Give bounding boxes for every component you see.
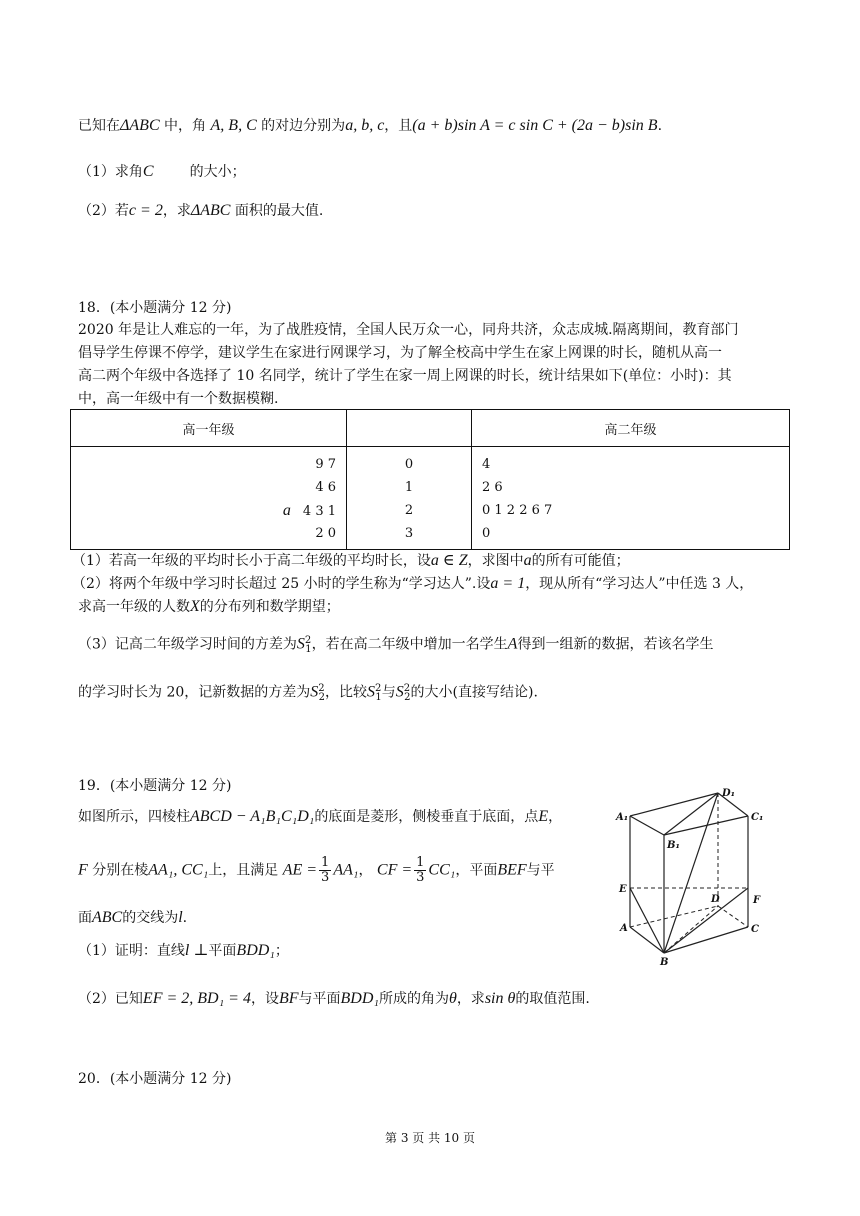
edge-a1-d1 <box>630 793 718 816</box>
q18-part2: （2）将两个年级中学习时长超过 25 小时的学生称为“学习达人”.设a = 1，现从所有“学习达人”中任选 3 人， <box>72 575 754 592</box>
left-leaf-row: 9 7 <box>315 457 336 472</box>
q19-part2: （2）已知EF = 2, BD₁ = 4，设BF与平面BDD₁所成的角为θ，求sin θ的取值范围. <box>78 990 590 1007</box>
fraction-one-third: $\frac{1}{3}$ <box>321 855 330 885</box>
q19-part1: （1）证明：直线l ⊥平面BDD₁； <box>78 942 289 959</box>
left-leaf-row: a 4 3 1 <box>282 502 336 519</box>
stem-value: 1 <box>404 480 414 495</box>
label-d1: D₁ <box>722 788 736 799</box>
q18-heading: 18．(本小题满分 12 分) <box>78 300 232 316</box>
q17-part1: （1）求角C 的大小； <box>78 163 246 180</box>
q17-part2: （2）若c = 2，求ΔABC 面积的最大值. <box>78 202 324 219</box>
page-footer: 第 3 页 共 10 页 <box>385 1131 475 1145</box>
label-c: C <box>751 924 759 935</box>
edge-b-c <box>664 927 748 953</box>
label-f: F <box>753 895 761 906</box>
q18-para-line: 倡导学生停课不停学，建议学生在家进行网课学习，为了解全校高中学生在家上网课的时长，随机从高一 <box>78 345 722 361</box>
q17-intro: 已知在ΔABC 中，角 A, B, C 的对边分别为a, b, c，且(a + b)sin A = c sin C + (2a − b)sin B. <box>78 117 663 134</box>
label-c1: C₁ <box>751 812 764 823</box>
q18-part3: （3）记高二年级学习时间的方差为$S^2_1$，若在高二年级中增加一名学生A得到一组新的数据，若该名学生 <box>78 635 714 656</box>
label-a1: A₁ <box>616 812 629 823</box>
table-header-middle <box>347 410 472 447</box>
prism-figure <box>612 782 772 968</box>
left-leaf-row: 4 6 <box>315 480 336 495</box>
q18-part3-line2: 的学习时长为 20，记新数据的方差为$S^2_2$，比较$S^2_1$与$S^2_2$的大小(直接写结论). <box>78 683 538 704</box>
q20-heading: 20．(本小题满分 12 分) <box>78 1071 232 1087</box>
edge-a1-b1 <box>630 816 664 835</box>
label-d: D <box>711 894 720 905</box>
table-header-left: 高一年级 <box>71 410 347 447</box>
right-leaf-row: 2 6 <box>482 480 503 495</box>
q19-line3: 面ABC的交线为l. <box>78 909 188 926</box>
q19-line2: F 分别在棱AA₁, CC₁上，且满足 AE = $\frac{1}{3}$ AA₁， CF = $\frac{1}{3}$ CC₁，平面BEF与平 <box>78 855 555 885</box>
q18-para-line: 2020 年是让人难忘的一年，为了战胜疫情，全国人民万众一心，同舟共济，众志成城.隔离期间，教育部门 <box>78 322 739 338</box>
label-b: B <box>660 957 669 968</box>
q19-heading: 19．(本小题满分 12 分) <box>78 778 232 794</box>
fraction-one-third: $\frac{1}{3}$ <box>416 855 425 885</box>
right-leaf-row: 0 1 2 2 6 7 <box>482 503 553 518</box>
label-b1: B₁ <box>667 840 680 851</box>
table-header-right: 高二年级 <box>472 410 790 447</box>
q18-para-line: 中，高一年级中有一个数据模糊. <box>78 391 279 407</box>
stem-value: 2 <box>404 503 414 518</box>
q18-para-line: 高二两个年级中各选择了 10 名同学，统计了学生在家一周上网课的时长，统计结果如下(单位：小时)：其 <box>78 368 732 384</box>
q19-line1: 如图所示，四棱柱ABCD − A₁B₁C₁D₁的底面是菱形，侧棱垂直于底面，点E， <box>78 808 563 825</box>
right-leaf-row: 4 <box>482 457 491 472</box>
stem-leaf-table <box>70 409 790 550</box>
label-e: E <box>619 884 627 895</box>
stem-column <box>347 447 472 550</box>
label-a: A <box>620 923 628 934</box>
hidden-edge-d-c <box>718 906 748 927</box>
edge-a-b <box>630 927 664 953</box>
blurred-variable-a: a <box>282 502 291 519</box>
stem-value: 0 <box>404 457 414 472</box>
q18-part1: （1）若高一年级的平均时长小于高二年级的平均时长，设a ∈ Z，求图中a的所有可能值； <box>72 552 630 569</box>
stem-value: 3 <box>404 526 414 541</box>
line-b-f <box>664 888 748 953</box>
right-leaves-column <box>472 447 790 550</box>
left-leaf-row: 2 0 <box>315 526 336 541</box>
right-leaf-row: 0 <box>482 526 491 541</box>
left-leaves-column <box>71 447 347 550</box>
q18-part2-line2: 求高一年级的人数X的分布列和数学期望； <box>78 598 340 615</box>
